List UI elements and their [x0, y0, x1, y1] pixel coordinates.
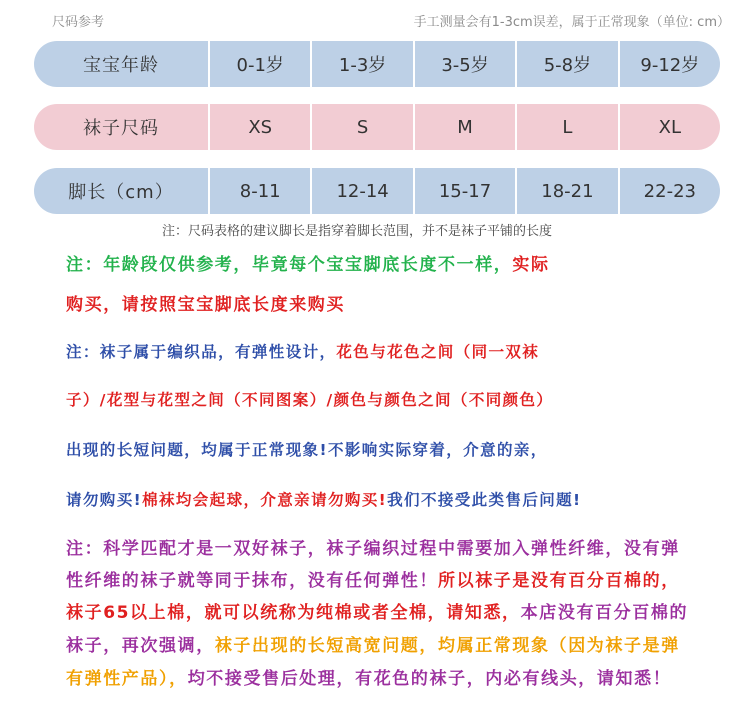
notice2-do-not-buy: 请勿购买!: [66, 491, 143, 509]
notice3-line3: [66, 598, 688, 623]
age-cell: 5-8岁: [515, 41, 617, 87]
sock-size-cell: XS: [208, 104, 310, 150]
notice3-cotton-65: 袜子65以上棉，就可以统称为纯棉或者全棉，请知悉，: [66, 603, 521, 623]
foot-length-row-label: 脚长（cm）: [34, 168, 208, 214]
measurement-error-note: 手工测量会有1-3cm误差，属于正常现象（单位: cm）: [413, 15, 730, 30]
foot-length-cell: 18-21: [515, 168, 617, 214]
notice3-line4: [66, 631, 680, 656]
size-table-note: 注：尺码表格的建议脚长是指穿着脚长范围，并不是袜子平铺的长度: [162, 224, 553, 239]
notice2-pattern-note: 花色与花色之间（同一双袜: [336, 343, 540, 361]
notice3-store-note: 本店没有百分百棉的: [520, 603, 689, 623]
age-cell: 1-3岁: [310, 41, 412, 87]
notice2-line4: [66, 488, 582, 510]
notice3-no-pure-cotton: 所以袜子是没有百分百棉的，: [438, 571, 680, 591]
foot-length-cell: 15-17: [413, 168, 515, 214]
size-reference-title: 尺码参考: [52, 15, 105, 30]
sock-size-cell: XL: [618, 104, 720, 150]
notice3-size-issue: 袜子出现的长短高宽问题，均属正常现象（因为袜子是弹: [214, 636, 680, 656]
notice3-emphasize: 袜子，再次强调，: [66, 636, 215, 656]
notice2-line1: [66, 340, 539, 362]
notice2-knit-note: 注：袜子属于编织品，有弹性设计，: [66, 343, 337, 361]
age-cell: 0-1岁: [208, 41, 310, 87]
notice1-line1: [66, 250, 550, 275]
notice3-no-aftersale: 均不接受售后处理，有花色的袜子，内必有线头，请知悉！: [187, 669, 672, 689]
sock-size-cell: S: [310, 104, 412, 150]
notice3-line5: [66, 664, 671, 689]
notice2-no-aftersale: 我们不接受此类售后问题!: [387, 491, 582, 509]
notice2-pilling-note: 棉袜均会起球，介意亲请勿购买!: [142, 491, 388, 509]
notice3-line2: [66, 566, 680, 591]
notice2-line3: 出现的长短问题，均属于正常现象!不影响实际穿着，介意的亲，: [66, 441, 548, 459]
sock-size-cell: L: [515, 104, 617, 150]
age-row-label: 宝宝年龄: [34, 41, 208, 87]
age-cell: 9-12岁: [618, 41, 720, 87]
foot-length-row: [34, 168, 720, 214]
notice1-line2: 购买，请按照宝宝脚底长度来购买: [66, 295, 345, 315]
sock-size-cell: M: [413, 104, 515, 150]
notice3-line1: 注：科学匹配才是一双好袜子，袜子编织过程中需要加入弹性纤维，没有弹: [66, 539, 680, 559]
sock-size-row-label: 袜子尺码: [34, 104, 208, 150]
age-row: [34, 41, 720, 87]
sock-size-row: [34, 104, 720, 150]
foot-length-cell: 8-11: [208, 168, 310, 214]
foot-length-cell: 22-23: [618, 168, 720, 214]
notice2-line2: 子）/花型与花型之间（不同图案）/颜色与颜色之间（不同颜色）: [66, 391, 554, 409]
notice3-elastic-note: 性纤维的袜子就等同于抹布，没有任何弹性！: [66, 571, 438, 591]
notice1-age-reference: 注：年龄段仅供参考，毕竟每个宝宝脚底长度不一样，: [66, 255, 513, 275]
notice3-elastic-product: 有弹性产品），: [66, 669, 188, 689]
notice1-actual: 实际: [512, 255, 550, 275]
age-cell: 3-5岁: [413, 41, 515, 87]
foot-length-cell: 12-14: [310, 168, 412, 214]
